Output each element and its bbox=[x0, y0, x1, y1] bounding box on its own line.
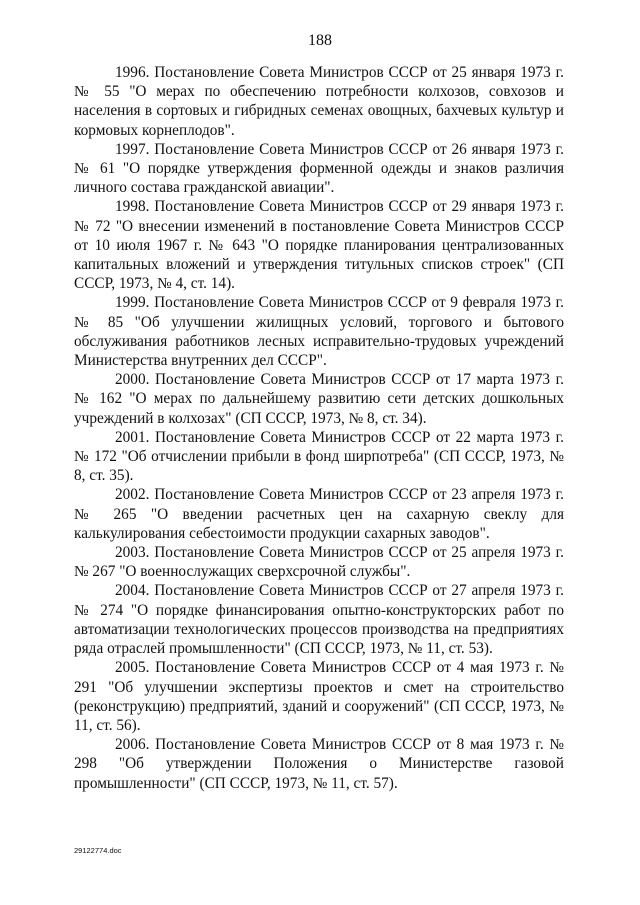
list-item: 1999. Постановление Совета Министров СССР от 9 февраля 1973 г. № 85 "Об улучшении жилищных условий, торгового и бытового обслуживания работников лесных исправительно-трудовых учреждений Министерства внутренних дел СССР". bbox=[74, 294, 564, 370]
document-body bbox=[74, 63, 564, 793]
list-item: 2003. Постановление Совета Министров СССР от 25 апреля 1973 г. № 267 "О военнослужащих сверхсрочной службы". bbox=[74, 544, 564, 581]
list-item: 1998. Постановление Совета Министров СССР от 29 января 1973 г. № 72 "О внесении изменений в постановление Совета Министров СССР от 10 июля 1967 г. № 643 "О порядке планирования централизованных капитальных вложений и утверждения титульных списков строек" (СП СССР, 1973, № 4, ст. 14). bbox=[74, 198, 564, 293]
list-item: 2000. Постановление Совета Министров СССР от 17 марта 1973 г. № 162 "О мерах по дальнейшему развитию сети детских дошкольных учреждений в колхозах" (СП СССР, 1973, № 8, ст. 34). bbox=[74, 371, 564, 427]
list-item: 1997. Постановление Совета Министров СССР от 26 января 1973 г. № 61 "О порядке утверждения форменной одежды и знаков различия личного состава гражданской авиации". bbox=[74, 140, 564, 197]
page-number: 188 bbox=[308, 32, 332, 49]
footer-filename: 29122774.doc bbox=[74, 846, 122, 855]
list-item: 2002. Постановление Совета Министров СССР от 23 апреля 1973 г. № 265 "О введении расчетных цен на сахарную свеклу для калькулирования себестоимости продукции сахарных заводов". bbox=[74, 486, 564, 542]
list-item: 2005. Постановление Совета Министров СССР от 4 мая 1973 г. № 291 "Об улучшении экспертизы проектов и смет на строительство (реконструкцию) предприятий, зданий и сооружений" (СП СССР, 1973, № 11, ст. 56). bbox=[74, 659, 564, 734]
list-item: 2004. Постановление Совета Министров СССР от 27 апреля 1973 г. № 274 "О порядке финансирования опытно-конструкторских работ по автоматизации технологических процессов производства на предприятиях ряда отраслей промышленности" (СП СССР, 1973, № 11, ст. 53). bbox=[74, 582, 564, 658]
list-item: 2001. Постановление Совета Министров СССР от 22 марта 1973 г. № 172 "Об отчислении прибыли в фонд ширпотреба" (СП СССР, 1973, № 8, ст. 35). bbox=[74, 428, 564, 485]
list-item: 1996. Постановление Совета Министров СССР от 25 января 1973 г. № 55 "О мерах по обеспечению потребности колхозов, совхозов и населения в сортовых и гибридных семенах овощных, бахчевых культур и кормовых корнеплодов". bbox=[74, 64, 564, 139]
list-item: 2006. Постановление Совета Министров СССР от 8 мая 1973 г. № 298 "Об утверждении Положения о Министерстве газовой промышленности" (СП СССР, 1973, № 11, ст. 57). bbox=[74, 736, 564, 792]
